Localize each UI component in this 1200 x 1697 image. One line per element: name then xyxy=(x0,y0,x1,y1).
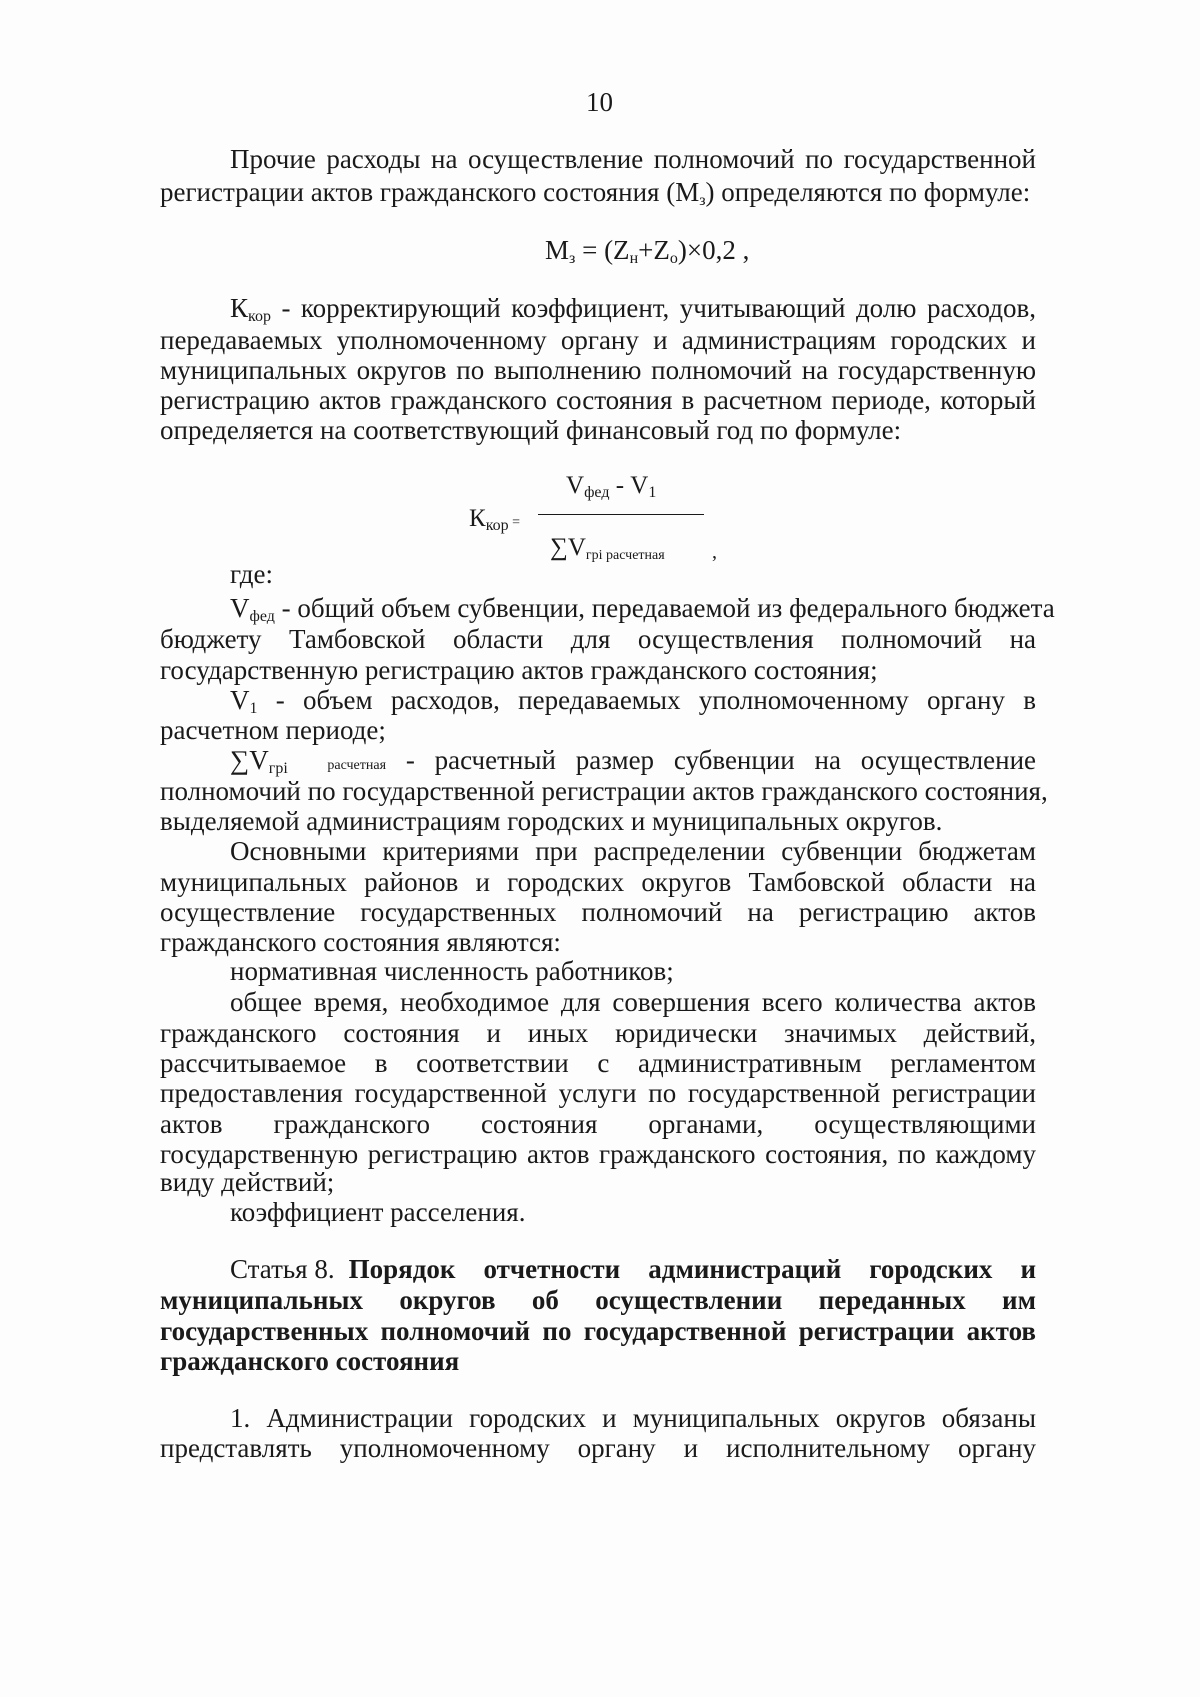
definition-line: бюджету Тамбовской области для осуществления полномочий на xyxy=(160,624,1036,654)
formula-symbol: К xyxy=(469,505,486,532)
subscript: грi xyxy=(268,760,288,777)
article-number: Статья 8. xyxy=(230,1254,335,1284)
formula-text: = (Z xyxy=(575,235,630,265)
formula-m3 xyxy=(545,234,749,266)
paragraph-line: передаваемых уполномоченному органу и администрациям городских и xyxy=(160,325,1036,355)
subscript: грi расчетная xyxy=(585,548,665,563)
definition-line: расчетном периоде; xyxy=(160,715,386,745)
where-label: где: xyxy=(230,559,273,589)
paragraph-line: Основными критериями при распределении субвенции бюджетам xyxy=(230,836,1036,866)
definition-line: выделяемой администрациям городских и муниципальных округов. xyxy=(160,806,943,836)
subscript: расчетная xyxy=(327,758,387,773)
article-heading: гражданского состояния xyxy=(160,1346,460,1376)
page-number: 10 xyxy=(586,87,613,117)
subscript: фед xyxy=(584,484,610,501)
formula-text: )×0,2 , xyxy=(677,235,750,265)
article-heading: государственных полномочий по государственной регистрации актов xyxy=(160,1316,1036,1346)
subscript: н xyxy=(629,250,639,267)
formula-symbol: ∑V xyxy=(550,534,586,561)
formula-text: - V xyxy=(609,472,649,499)
formula-numerator xyxy=(566,470,656,502)
formula-comma: , xyxy=(712,541,717,563)
paragraph-line: муниципальных районов и городских округов Тамбовской области на xyxy=(160,867,1036,897)
text: - общий объем субвенции, передаваемой из федерального бюджета xyxy=(274,593,1055,623)
definition-line xyxy=(230,592,1055,625)
criteria-item: государственную регистрацию актов гражданского состояния, по каждому xyxy=(160,1139,1036,1169)
paragraph-line: представлять уполномоченному органу и исполнительному органу xyxy=(160,1433,1036,1463)
subscript: 1 xyxy=(249,700,258,717)
formula-symbol: М xyxy=(545,235,570,265)
text: ) определяются по формуле: xyxy=(705,177,1031,207)
formula-text: = xyxy=(508,515,521,530)
criteria-item: актов гражданского состояния органами, осуществляющими xyxy=(160,1109,1036,1139)
criteria-item: гражданского состояния и иных юридически значимых действий, xyxy=(160,1018,1036,1048)
text: - корректирующий коэффициент, учитывающий долю расходов, xyxy=(270,293,1036,323)
article-heading: муниципальных округов об осуществлении переданных им xyxy=(160,1285,1036,1315)
formula-symbol: К xyxy=(230,293,249,323)
paragraph-line: регистрацию актов гражданского состояния в расчетном периоде, который xyxy=(160,385,1036,415)
formula-symbol: V xyxy=(230,593,250,623)
criteria-item: предоставления государственной услуги по государственной регистрации xyxy=(160,1078,1036,1108)
article-title: Порядок отчетности администраций городских и xyxy=(348,1254,1036,1284)
subscript: фед xyxy=(249,608,275,625)
formula-symbol: ∑V xyxy=(230,745,269,775)
paragraph-line: Прочие расходы на осуществление полномочий по государственной xyxy=(230,144,1036,174)
text: регистрации актов гражданского состояния (М xyxy=(160,177,700,207)
criteria-item: нормативная численность работников; xyxy=(230,956,674,986)
paragraph-line: осуществление государственных полномочий на регистрацию актов xyxy=(160,897,1036,927)
text: - расчетный размер субвенции на осуществление xyxy=(386,745,1037,775)
definition-line xyxy=(230,684,1036,716)
formula-denominator xyxy=(550,532,665,564)
subscript: кор xyxy=(485,517,509,534)
criteria-item: общее время, необходимое для совершения всего количества актов xyxy=(230,987,1036,1017)
article-heading xyxy=(230,1253,1036,1285)
formula-text: +Z xyxy=(638,235,670,265)
definition-line: полномочий по государственной регистрации актов гражданского состояния, xyxy=(160,776,1048,806)
formula-kkor-lhs xyxy=(469,503,520,539)
paragraph-line xyxy=(160,176,1030,208)
subscript: з xyxy=(699,192,706,209)
paragraph-line: определяется на соответствующий финансовый год по формуле: xyxy=(160,415,902,445)
paragraph-line: муниципальных округов по выполнению полномочий на государственную xyxy=(160,355,1036,385)
definition-line: государственную регистрацию актов гражданского состояния; xyxy=(160,655,878,685)
subscript: 1 xyxy=(648,484,657,501)
fraction-bar xyxy=(538,514,704,515)
paragraph-line: 1. Администрации городских и муниципальных округов обязаны xyxy=(230,1403,1036,1433)
subscript: о xyxy=(669,250,678,267)
criteria-item: виду действий; xyxy=(160,1167,335,1197)
formula-symbol: V xyxy=(230,685,250,715)
subscript: кор xyxy=(248,308,271,325)
criteria-item: коэффициент расселения. xyxy=(230,1197,526,1227)
paragraph-line: гражданского состояния являются: xyxy=(160,927,561,957)
text: - объем расходов, передаваемых уполномоченному органу в xyxy=(257,685,1036,715)
criteria-item: рассчитываемое в соответствии с административным регламентом xyxy=(160,1048,1036,1078)
subscript: з xyxy=(569,250,576,267)
paragraph-line xyxy=(230,292,1036,324)
formula-symbol: V xyxy=(566,472,585,499)
